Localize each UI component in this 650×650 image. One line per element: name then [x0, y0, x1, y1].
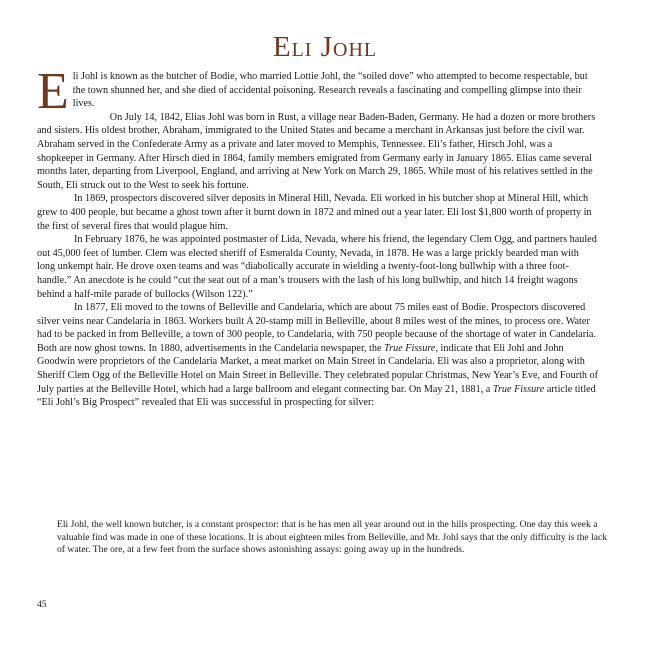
- page-title: Eli Johl: [272, 31, 378, 63]
- paragraph-birth: On July 14, 1842, Elias Johl was born in Rust, a village near Baden-Baden, Germany. He had a dozen or more brothers and sisters. His oldest brother, Abraham, immigrated to the United States and became a merchant in Arkansas just before the civil war. Abraham served in the Confederate Army as a private and later moved to Memphis, Tennessee. Eli’s father, Hirsch Johl, was a shopkeeper in Germany. After Hirsch died in 1864, family members emigrated from Germany early in January 1865. Elias came several months later, departing from Liverpool, England, and arriving at New York on March 29, 1865. While most of his relatives settled in the South, Eli struck out to the West to seek his fortune.: [37, 111, 596, 191]
- paragraph-belleville-part3: article titled “Eli Johl’s Big Prospect” revealed that Eli was successful in prospecting for silver:: [37, 383, 596, 409]
- paragraph-belleville-part2: , indicate that Eli Johl and John Goodwin were proprietors of the Candelaria Market, a meat market on Main Street in Candelaria. Eli was also a proprietor, along with Sheriff Clem Ogg of the Belleville Hotel on Main Street in Belleville. They celebrated popular Christmas, New Year’s Eve, and Fourth of July parties at the Belleville Hotel, which had a large ballroom and elegant connecting bar. On May 21, 1881, a: [37, 342, 599, 395]
- paragraph-belleville: [37, 301, 599, 410]
- newspaper-name: True Fissure: [384, 342, 436, 354]
- paragraph-lida: In February 1876, he was appointed postmaster of Lida, Nevada, where his friend, the legendary Clem Ogg, and partners hauled out 45,000 feet of lumber. Clem was elected sheriff of Esmeralda County, Nevada, in 1878. He was a large prickly bearded man with long unkempt hair. He drove oxen teams and was “diabolically accurate in wielding a twenty-foot-long bullwhip with a three foot-handle.” An anecdote is he could “cut the seat out of a man’s trousers with the lash of his long bullwhip, and hitch 14 freight wagons behind a half-mile parade of bullocks (Wilson 122).”: [37, 234, 597, 300]
- newspaper-quote: Eli Johl, the well known butcher, is a constant prospector: that is he has men all year around out in the hills prospecting. One day this week a valuable find was made in one of these locations. It is about eighteen miles from Belleville, and Mr. Johl says that the only difficulty is the lack of water. The ore, at a few feet from the surface shows astonishing assays: going away up in the hundreds.: [57, 519, 608, 555]
- paragraph-mineral-hill: In 1869, prospectors discovered silver deposits in Mineral Hill, Nevada. Eli worked in his butcher shop at Mineral Hill, which grew to 400 people, but became a ghost town after it burnt down in 1872 and mined out a year later. Eli lost $1,800 worth of property in the first of several fires that would plague him.: [37, 193, 592, 232]
- intro-paragraph: [37, 63, 599, 120]
- page-number: 45: [37, 599, 47, 610]
- intro-text: li Johl is known as the butcher of Bodie, who married Lottie Johl, the “soiled dove” who attempted to become respectable, but the town shunned her, and she died of accidental poisoning. Research reveals a fascinating and compelling glimpse into their lives.: [72, 71, 588, 110]
- newspaper-name: True Fissure: [492, 383, 545, 395]
- article-body: [37, 63, 599, 410]
- paragraph-belleville-part1: In 1877, Eli moved to the towns of Belleville and Candelaria, which are about 75 miles east of Bodie. Prospectors discovered silver veins near Candelaria in 1863. Workers built A 20-stamp mill in Belleville, about 8 miles west of the mines, to process ore. Water had to be packed in from Belleville, a town of 300 people, to Candelaria, with 750 people because of the shortage of water in Candelaria. Both are now ghost towns. In 1880, advertisements in the Candelaria newspaper, the: [37, 302, 596, 354]
- drop-cap: E: [37, 63, 69, 120]
